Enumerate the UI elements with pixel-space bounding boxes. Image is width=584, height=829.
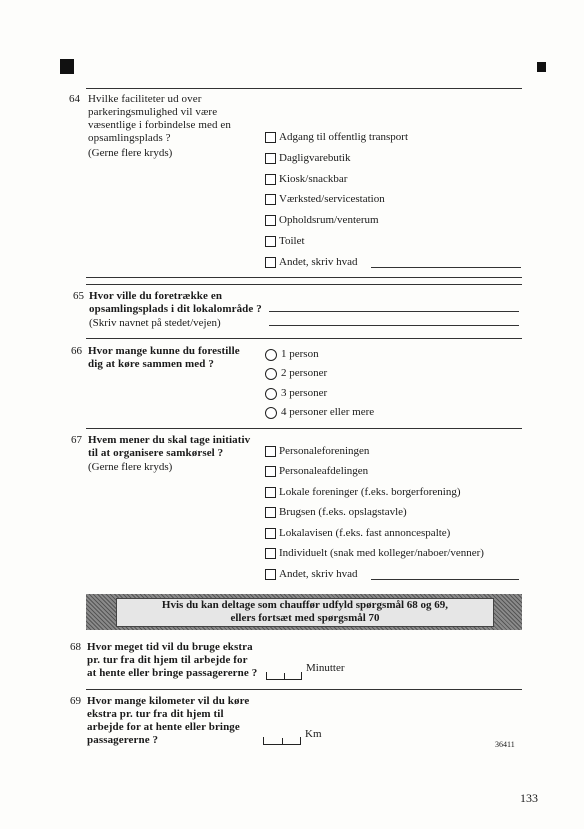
question-text-line: opsamlingsplads i dit lokalområde ? [89,303,262,315]
option-grocery[interactable]: Dagligvarebutik [265,152,350,165]
question-text-line: at hente eller bringe passagererne ? [87,667,258,679]
checkbox[interactable] [265,132,276,143]
radio-button[interactable] [265,368,277,380]
other-write-in-line[interactable] [371,579,519,580]
question-text-line: Hvor meget tid vil du bruge ekstra [87,641,253,653]
radio-button[interactable] [265,407,277,419]
option-2-persons[interactable]: 2 personer [265,367,327,380]
question-number: 68 [70,641,81,653]
question-text-line: Hvilke faciliteter ud over [88,93,202,105]
instruction-banner [86,594,522,630]
question-text-line: dig at køre sammen med ? [88,358,214,370]
km-input-box[interactable] [263,737,301,745]
question-text-line: Hvor mange kunne du forestille [88,345,240,357]
radio-button[interactable] [265,388,277,400]
checkbox[interactable] [265,446,276,457]
unit-label: Minutter [306,662,345,674]
unit-label: Km [305,728,322,740]
question-text-line: væsentlige i forbindelse med en [88,119,232,131]
option-1-person[interactable]: 1 person [265,348,319,361]
question-text-line: arbejde for at hente eller bringe [87,721,240,733]
checkbox[interactable] [265,153,276,164]
question-text-line: til at organisere samkørsel ? [88,447,224,459]
option-3-persons[interactable]: 3 personer [265,387,327,400]
option-waiting-room[interactable]: Opholdsrum/venterum [265,214,379,227]
option-other[interactable]: Andet, skriv hvad [265,568,358,581]
section-divider [86,689,522,690]
checkbox[interactable] [265,257,276,268]
question-number: 67 [71,434,82,446]
checkbox[interactable] [265,507,276,518]
option-toilet[interactable]: Toilet [265,235,305,248]
option-local-newspaper[interactable]: Lokalavisen (f.eks. fast annoncespalte) [265,527,450,540]
question-text-line: parkeringsmulighed vil være [88,106,218,118]
checkbox[interactable] [265,528,276,539]
option-brugsen[interactable]: Brugsen (f.eks. opslagstavle) [265,506,407,519]
option-4-or-more[interactable]: 4 personer eller mere [265,406,374,419]
question-note: (Gerne flere kryds) [88,461,173,473]
checkbox[interactable] [265,548,276,559]
checkbox[interactable] [265,174,276,185]
instruction-line: Hvis du kan deltage som chauffør udfyld spørgsmål 68 og 69, [161,599,449,611]
option-other[interactable]: Andet, skriv hvad [265,256,358,269]
answer-line[interactable] [269,325,519,326]
registration-marker-right [537,62,546,72]
checkbox[interactable] [265,236,276,247]
answer-line[interactable] [269,311,519,312]
question-text-line: Hvem mener du skal tage initiativ [88,434,251,446]
question-text-line: Hvor mange kilometer vil du køre [87,695,250,707]
section-divider [86,338,522,339]
section-divider [86,277,522,278]
checkbox[interactable] [265,194,276,205]
question-text-line: opsamlingsplads ? [88,132,171,144]
radio-button[interactable] [265,349,277,361]
question-text-line: pr. tur fra dit hjem til arbejde for [87,654,248,666]
instruction-box [116,598,494,627]
question-number: 69 [70,695,81,707]
option-public-transport[interactable]: Adgang til offentlig transport [265,131,408,144]
checkbox[interactable] [265,466,276,477]
option-service-station[interactable]: Værksted/servicestation [265,193,385,206]
option-staff-association[interactable]: Personaleforeningen [265,445,369,458]
instruction-line: ellers fortsæt med spørgsmål 70 [230,612,380,624]
question-number: 65 [73,290,84,302]
option-individually[interactable]: Individuelt (snak med kolleger/naboer/venner) [265,547,484,560]
registration-marker-left [60,59,74,74]
section-divider [86,428,522,429]
form-code: 36411 [495,740,515,749]
option-kiosk[interactable]: Kiosk/snackbar [265,173,347,186]
question-text-line: Hvor ville du foretrække en [89,290,223,302]
section-divider [86,284,522,285]
question-number: 64 [69,93,80,105]
question-note: (Gerne flere kryds) [88,147,173,159]
section-divider [86,88,522,89]
option-hr-department[interactable]: Personaleafdelingen [265,465,368,478]
minutes-input-box[interactable] [266,672,302,680]
question-text-line: ekstra pr. tur fra dit hjem til [87,708,224,720]
checkbox[interactable] [265,215,276,226]
question-number: 66 [71,345,82,357]
page-number: 133 [520,791,538,805]
other-write-in-line[interactable] [371,267,521,268]
question-text-line: passagererne ? [87,734,159,746]
checkbox[interactable] [265,569,276,580]
question-note: (Skriv navnet på stedet/vejen) [89,317,221,329]
option-local-associations[interactable]: Lokale foreninger (f.eks. borgerforening) [265,486,461,499]
checkbox[interactable] [265,487,276,498]
